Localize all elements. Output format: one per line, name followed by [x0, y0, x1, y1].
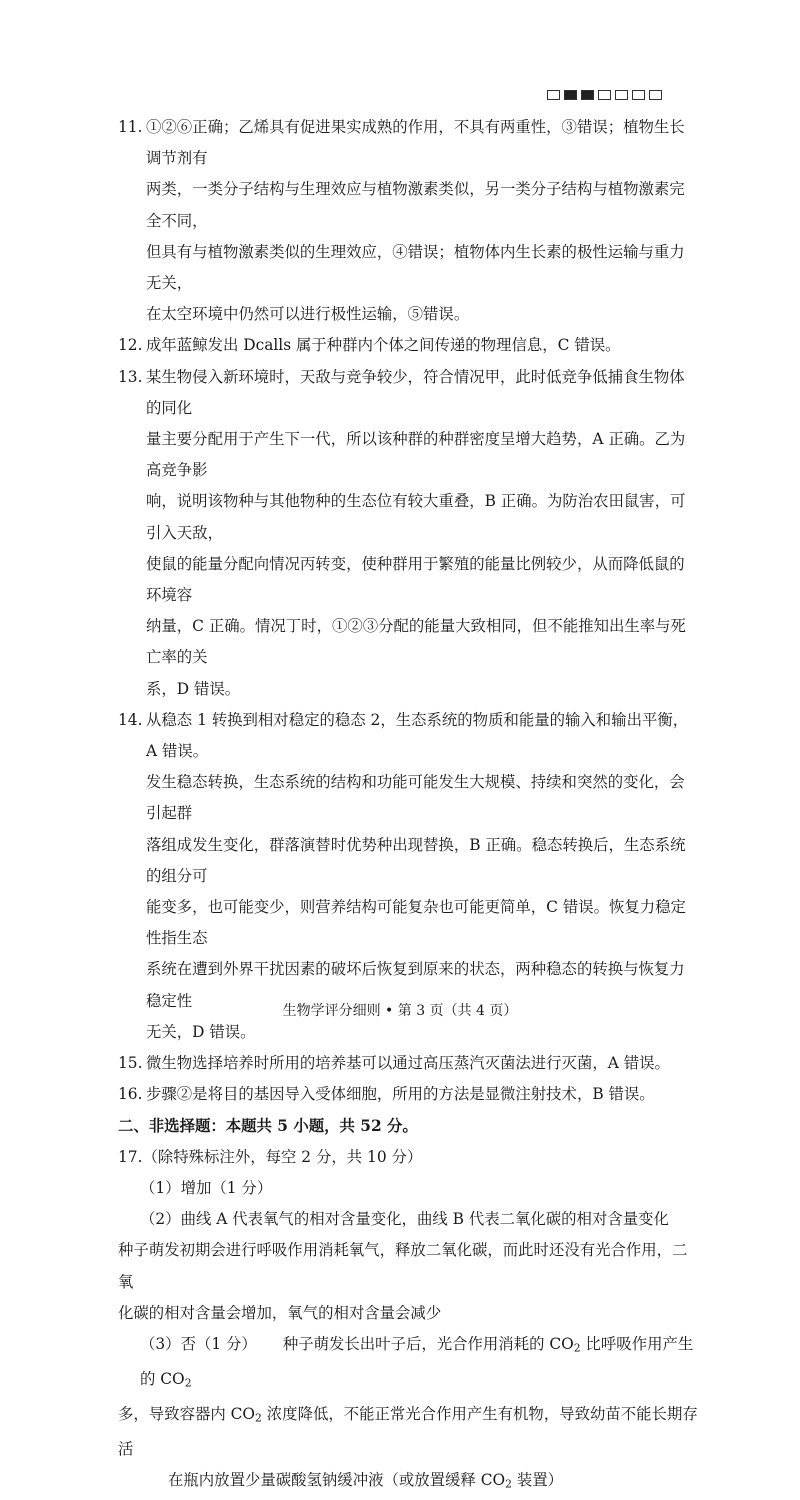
- indicator-box: [615, 90, 628, 100]
- text-line: 在太空环境中仍然可以进行极性运输，⑤错误。: [146, 305, 470, 324]
- q17-answer-2-line-3: 化碳的相对含量会增加，氧气的相对含量会减少: [118, 1303, 442, 1322]
- text-line: 系，D 错误。: [146, 679, 241, 698]
- indicator-box: [598, 90, 611, 100]
- text-line: 某生物侵入新环境时，天敌与竞争较少，符合情况甲，此时低竞争低捕食生物体的同化: [146, 367, 685, 417]
- answer-item-11: [118, 112, 698, 330]
- text-line: 但具有与植物激素类似的生理效应，④错误；植物体内生长素的极性运输与重力无关，: [146, 242, 685, 293]
- text-line: 微生物选择培养时所用的培养基可以通过高压蒸汽灭菌法进行灭菌，A 错误。: [146, 1054, 670, 1073]
- item-number: 15.: [118, 1054, 143, 1073]
- item-number: 16.: [118, 1085, 143, 1104]
- indicator-box: [547, 90, 560, 100]
- item-number: 13.: [118, 367, 143, 386]
- text-line: 无关，D 错误。: [146, 1022, 256, 1041]
- q17-answer-1: （1）增加（1 分）: [140, 1178, 273, 1197]
- text-line: 能变多，也可能变少，则营养结构可能复杂也可能更简单，C 错误。恢复力稳定性指生态: [146, 898, 686, 948]
- answer-item-15: [118, 1048, 698, 1079]
- q17-answer-2-line-2: 种子萌发初期会进行呼吸作用消耗氧气，释放二氧化碳，而此时还没有光合作用，二氧: [118, 1241, 688, 1291]
- text-line: 响，说明该物种与其他物种的生态位有较大重叠，B 正确。为防治农田鼠害，可引入天敌，: [146, 492, 686, 542]
- text-line: 系统在遭到外界干扰因素的破坏后恢复到原来的状态，两种稳态的转换与恢复力稳定性: [146, 960, 685, 1010]
- answer-item-16: [118, 1079, 698, 1110]
- text-line: 落组成发生变化，群落演替时优势种出现替换，B 正确。稳态转换后，生态系统的组分可: [146, 835, 686, 885]
- indicator-box: [581, 90, 594, 100]
- q17-answer-3-label: （3）否（1 分）: [140, 1334, 257, 1353]
- q17-answer-2: （2）曲线 A 代表氧气的相对含量变化，曲线 B 代表二氧化碳的相对含量变化: [140, 1210, 669, 1229]
- text-line: 纳量，C 正确。情况丁时，①②③分配的能量大致相同，但不能推知出生率与死亡率的关: [146, 617, 686, 667]
- answer-content: [118, 112, 698, 1500]
- item-number: 14.: [118, 710, 143, 729]
- item-number: 11.: [118, 118, 143, 136]
- text-line: ①②⑥正确；乙烯具有促进果实成熟的作用，不具有两重性，③错误；植物生长调节剂有: [146, 118, 685, 168]
- indicator-box: [649, 90, 662, 100]
- text-line: 成年蓝鲸发出 Dcalls 属于种群内个体之间传递的物理信息，C 错误。: [146, 336, 621, 355]
- q17-answer-3-line-2: 多，导致容器内 $CO_2$ 浓度降低，不能正常光合作用产生有机物，导致幼苗不能长期存活: [118, 1404, 698, 1458]
- q17-answer-3-line-3: 在瓶内放置少量碳酸氢钠缓冲液（或放置缓释 $CO_2$ 装置）: [168, 1470, 564, 1491]
- indicator-box: [632, 90, 645, 100]
- page-indicator-boxes: [547, 90, 662, 100]
- page-footer: 生物学评分细则 • 第 3 页（共 4 页）: [282, 1003, 518, 1019]
- text-line: 从稳态 1 转换到相对稳定的稳态 2，生态系统的物质和能量的输入和输出平衡，A 错误。: [146, 710, 689, 761]
- text-line: 发生稳态转换，生态系统的结构和功能可能发生大规模、持续和突然的变化，会引起群: [146, 773, 685, 823]
- text-line: 步骤②是将目的基因导入受体细胞，所用的方法是显微注射技术，B 错误。: [146, 1085, 655, 1104]
- text-line: 量主要分配用于产生下一代，所以该种群的种群密度呈增大趋势，A 正确。乙为高竞争影: [146, 430, 686, 480]
- answer-item-14: [118, 705, 698, 1048]
- q17-heading: 17.（除特殊标注外，每空 2 分，共 10 分）: [118, 1147, 423, 1166]
- answer-item-13: [118, 362, 698, 705]
- answer-item-12: [118, 330, 698, 361]
- q17-answer-3: （3）否（1 分） 种子萌发长出叶子后，光合作用消耗的 $CO_2$ 比呼吸作用产生的 $CO_2$: [140, 1334, 694, 1390]
- text-line: 使鼠的能量分配向情况丙转变，使种群用于繁殖的能量比例较少，从而降低鼠的环境容: [146, 554, 685, 605]
- item-number: 12.: [118, 336, 143, 355]
- indicator-box: [564, 90, 577, 100]
- text-line: 两类，一类分子结构与生理效应与植物激素类似，另一类分子结构与植物激素完全不同，: [146, 180, 685, 230]
- section-title: 二、非选择题：本题共 5 小题，共 52 分。: [118, 1116, 418, 1135]
